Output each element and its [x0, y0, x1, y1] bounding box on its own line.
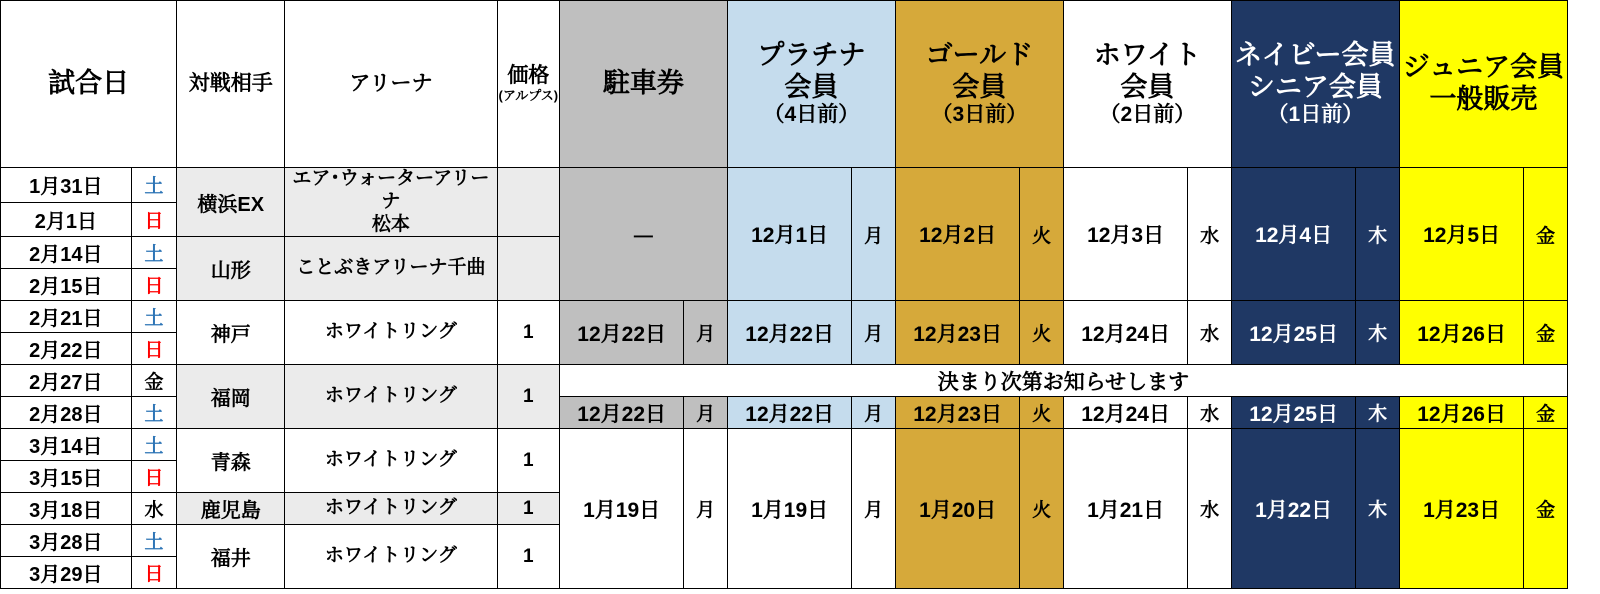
gold-dow: 火: [1020, 301, 1064, 365]
parking-dow: 月: [684, 429, 728, 589]
opponent-cell: 横浜EX: [177, 168, 285, 237]
opponent-cell: 青森: [177, 429, 285, 493]
game-date: 3月29日: [1, 557, 132, 589]
game-dow: 日: [131, 269, 177, 301]
price-cell: 1: [497, 365, 559, 429]
game-date: 2月28日: [1, 397, 132, 429]
opponent-cell: 福岡: [177, 365, 285, 429]
header-junior-line1: ジュニア会員: [1402, 52, 1565, 83]
platinum-dow: 月: [852, 397, 896, 429]
junior-dow: 金: [1524, 429, 1568, 589]
price-cell: 1: [497, 301, 559, 365]
arena-cell: [285, 168, 498, 237]
white-date: 1月21日: [1063, 429, 1187, 589]
opponent-cell: 神戸: [177, 301, 285, 365]
gold-date: 12月23日: [895, 301, 1019, 365]
white-date: 12月24日: [1063, 397, 1187, 429]
navy-date: 12月25日: [1231, 397, 1355, 429]
junior-dow: 金: [1524, 301, 1568, 365]
game-dow: 水: [131, 493, 177, 525]
header-platinum: [727, 1, 895, 168]
header-white-line2: 会員: [1120, 71, 1175, 102]
table-row: [1, 365, 1568, 397]
game-dow: 日: [131, 202, 177, 237]
game-date: 3月28日: [1, 525, 132, 557]
game-dow: 金: [131, 365, 177, 397]
arena-cell: ことぶきアリーナ千曲: [285, 237, 498, 301]
parking-cell: －: [559, 168, 727, 301]
price-cell: 1: [497, 493, 559, 525]
game-date: 2月22日: [1, 333, 132, 365]
game-dow: 土: [131, 301, 177, 333]
white-dow: 水: [1188, 168, 1232, 301]
header-junior-line2: 一般販売: [1429, 84, 1538, 114]
white-date: 12月24日: [1063, 301, 1187, 365]
platinum-dow: 月: [852, 429, 896, 589]
game-date: 2月14日: [1, 237, 132, 269]
platinum-date: 12月1日: [727, 168, 851, 301]
header-gold-line1: ゴールド: [925, 39, 1034, 70]
game-date: 1月31日: [1, 168, 132, 203]
junior-date: 12月26日: [1399, 397, 1523, 429]
game-date: 3月14日: [1, 429, 132, 461]
header-gold-line2: 会員: [952, 71, 1007, 102]
game-date: 2月15日: [1, 269, 132, 301]
platinum-date: 12月22日: [727, 397, 851, 429]
gold-dow: 火: [1020, 429, 1064, 589]
table-row: [1, 301, 1568, 333]
arena-cell: ホワイトリング: [285, 365, 498, 429]
navy-date: 12月4日: [1231, 168, 1355, 301]
white-dow: 水: [1188, 397, 1232, 429]
arena-line1: エア･ウォーターアリーナ: [292, 168, 490, 212]
opponent-cell: 福井: [177, 525, 285, 589]
gold-dow: 火: [1020, 397, 1064, 429]
white-dow: 水: [1188, 429, 1232, 589]
parking-dow: 月: [684, 397, 728, 429]
navy-date: 12月25日: [1231, 301, 1355, 365]
navy-dow: 木: [1356, 429, 1400, 589]
gold-date: 12月23日: [895, 397, 1019, 429]
parking-dow: 月: [684, 301, 728, 365]
game-dow: 日: [131, 557, 177, 589]
game-date: 2月27日: [1, 365, 132, 397]
header-opponent: 対戦相手: [177, 1, 285, 168]
game-date: 2月21日: [1, 301, 132, 333]
game-dow: 日: [131, 333, 177, 365]
arena-cell: ホワイトリング: [285, 301, 498, 365]
header-navy-days: （1日前）: [1267, 103, 1364, 127]
parking-date: 1月19日: [559, 429, 683, 589]
platinum-date: 12月22日: [727, 301, 851, 365]
opponent-cell: 鹿児島: [177, 493, 285, 525]
price-cell: 1: [497, 429, 559, 493]
navy-dow: 木: [1356, 301, 1400, 365]
header-navy: [1231, 1, 1399, 168]
arena-line2: 松本: [371, 213, 410, 235]
gold-date: 12月2日: [895, 168, 1019, 301]
game-dow: 土: [131, 237, 177, 269]
price-cell: 1: [497, 525, 559, 589]
header-navy-line1: ネイビー会員: [1235, 39, 1396, 70]
game-date: 2月1日: [1, 202, 132, 237]
header-match-date: 試合日: [1, 1, 177, 168]
header-arena: アリーナ: [285, 1, 498, 168]
opponent-cell: 山形: [177, 237, 285, 301]
arena-cell: ホワイトリング: [285, 525, 498, 589]
platinum-dow: 月: [852, 301, 896, 365]
arena-cell: ホワイトリング: [285, 429, 498, 493]
platinum-date: 1月19日: [727, 429, 851, 589]
header-price: [497, 1, 559, 168]
header-parking: 駐車券: [559, 1, 727, 168]
header-price-note: (アルプス): [498, 88, 559, 104]
table-row: [1, 168, 1568, 203]
header-junior: [1399, 1, 1567, 168]
price-cell: [497, 237, 559, 301]
header-white: [1063, 1, 1231, 168]
header-platinum-line2: 会員: [784, 71, 839, 102]
parking-date: 12月22日: [559, 397, 683, 429]
header-white-line1: ホワイト: [1093, 39, 1201, 70]
game-dow: 土: [131, 168, 177, 203]
junior-dow: 金: [1524, 168, 1568, 301]
navy-date: 1月22日: [1231, 429, 1355, 589]
header-gold-days: （3日前）: [931, 103, 1028, 127]
navy-dow: 木: [1356, 168, 1400, 301]
header-platinum-days: （4日前）: [763, 103, 860, 127]
price-cell: [497, 168, 559, 237]
header-gold: [895, 1, 1063, 168]
header-navy-line2: シニア会員: [1247, 71, 1383, 102]
game-dow: 土: [131, 429, 177, 461]
junior-date: 12月5日: [1399, 168, 1523, 301]
junior-date: 1月23日: [1399, 429, 1523, 589]
arena-cell: ホワイトリング: [285, 493, 498, 525]
navy-dow: 木: [1356, 397, 1400, 429]
header-white-days: （2日前）: [1099, 103, 1196, 127]
header-price-label: 価格: [507, 64, 550, 88]
game-dow: 土: [131, 525, 177, 557]
white-date: 12月3日: [1063, 168, 1187, 301]
game-date: 3月15日: [1, 461, 132, 493]
junior-date: 12月26日: [1399, 301, 1523, 365]
platinum-dow: 月: [852, 168, 896, 301]
header-platinum-line1: プラチナ: [757, 39, 866, 70]
parking-date: 12月22日: [559, 301, 683, 365]
game-dow: 土: [131, 397, 177, 429]
notice-cell: 決まり次第お知らせします: [559, 365, 1567, 397]
white-dow: 水: [1188, 301, 1232, 365]
game-dow: 日: [131, 461, 177, 493]
gold-dow: 火: [1020, 168, 1064, 301]
game-date: 3月18日: [1, 493, 132, 525]
junior-dow: 金: [1524, 397, 1568, 429]
gold-date: 1月20日: [895, 429, 1019, 589]
table-row: [1, 429, 1568, 461]
